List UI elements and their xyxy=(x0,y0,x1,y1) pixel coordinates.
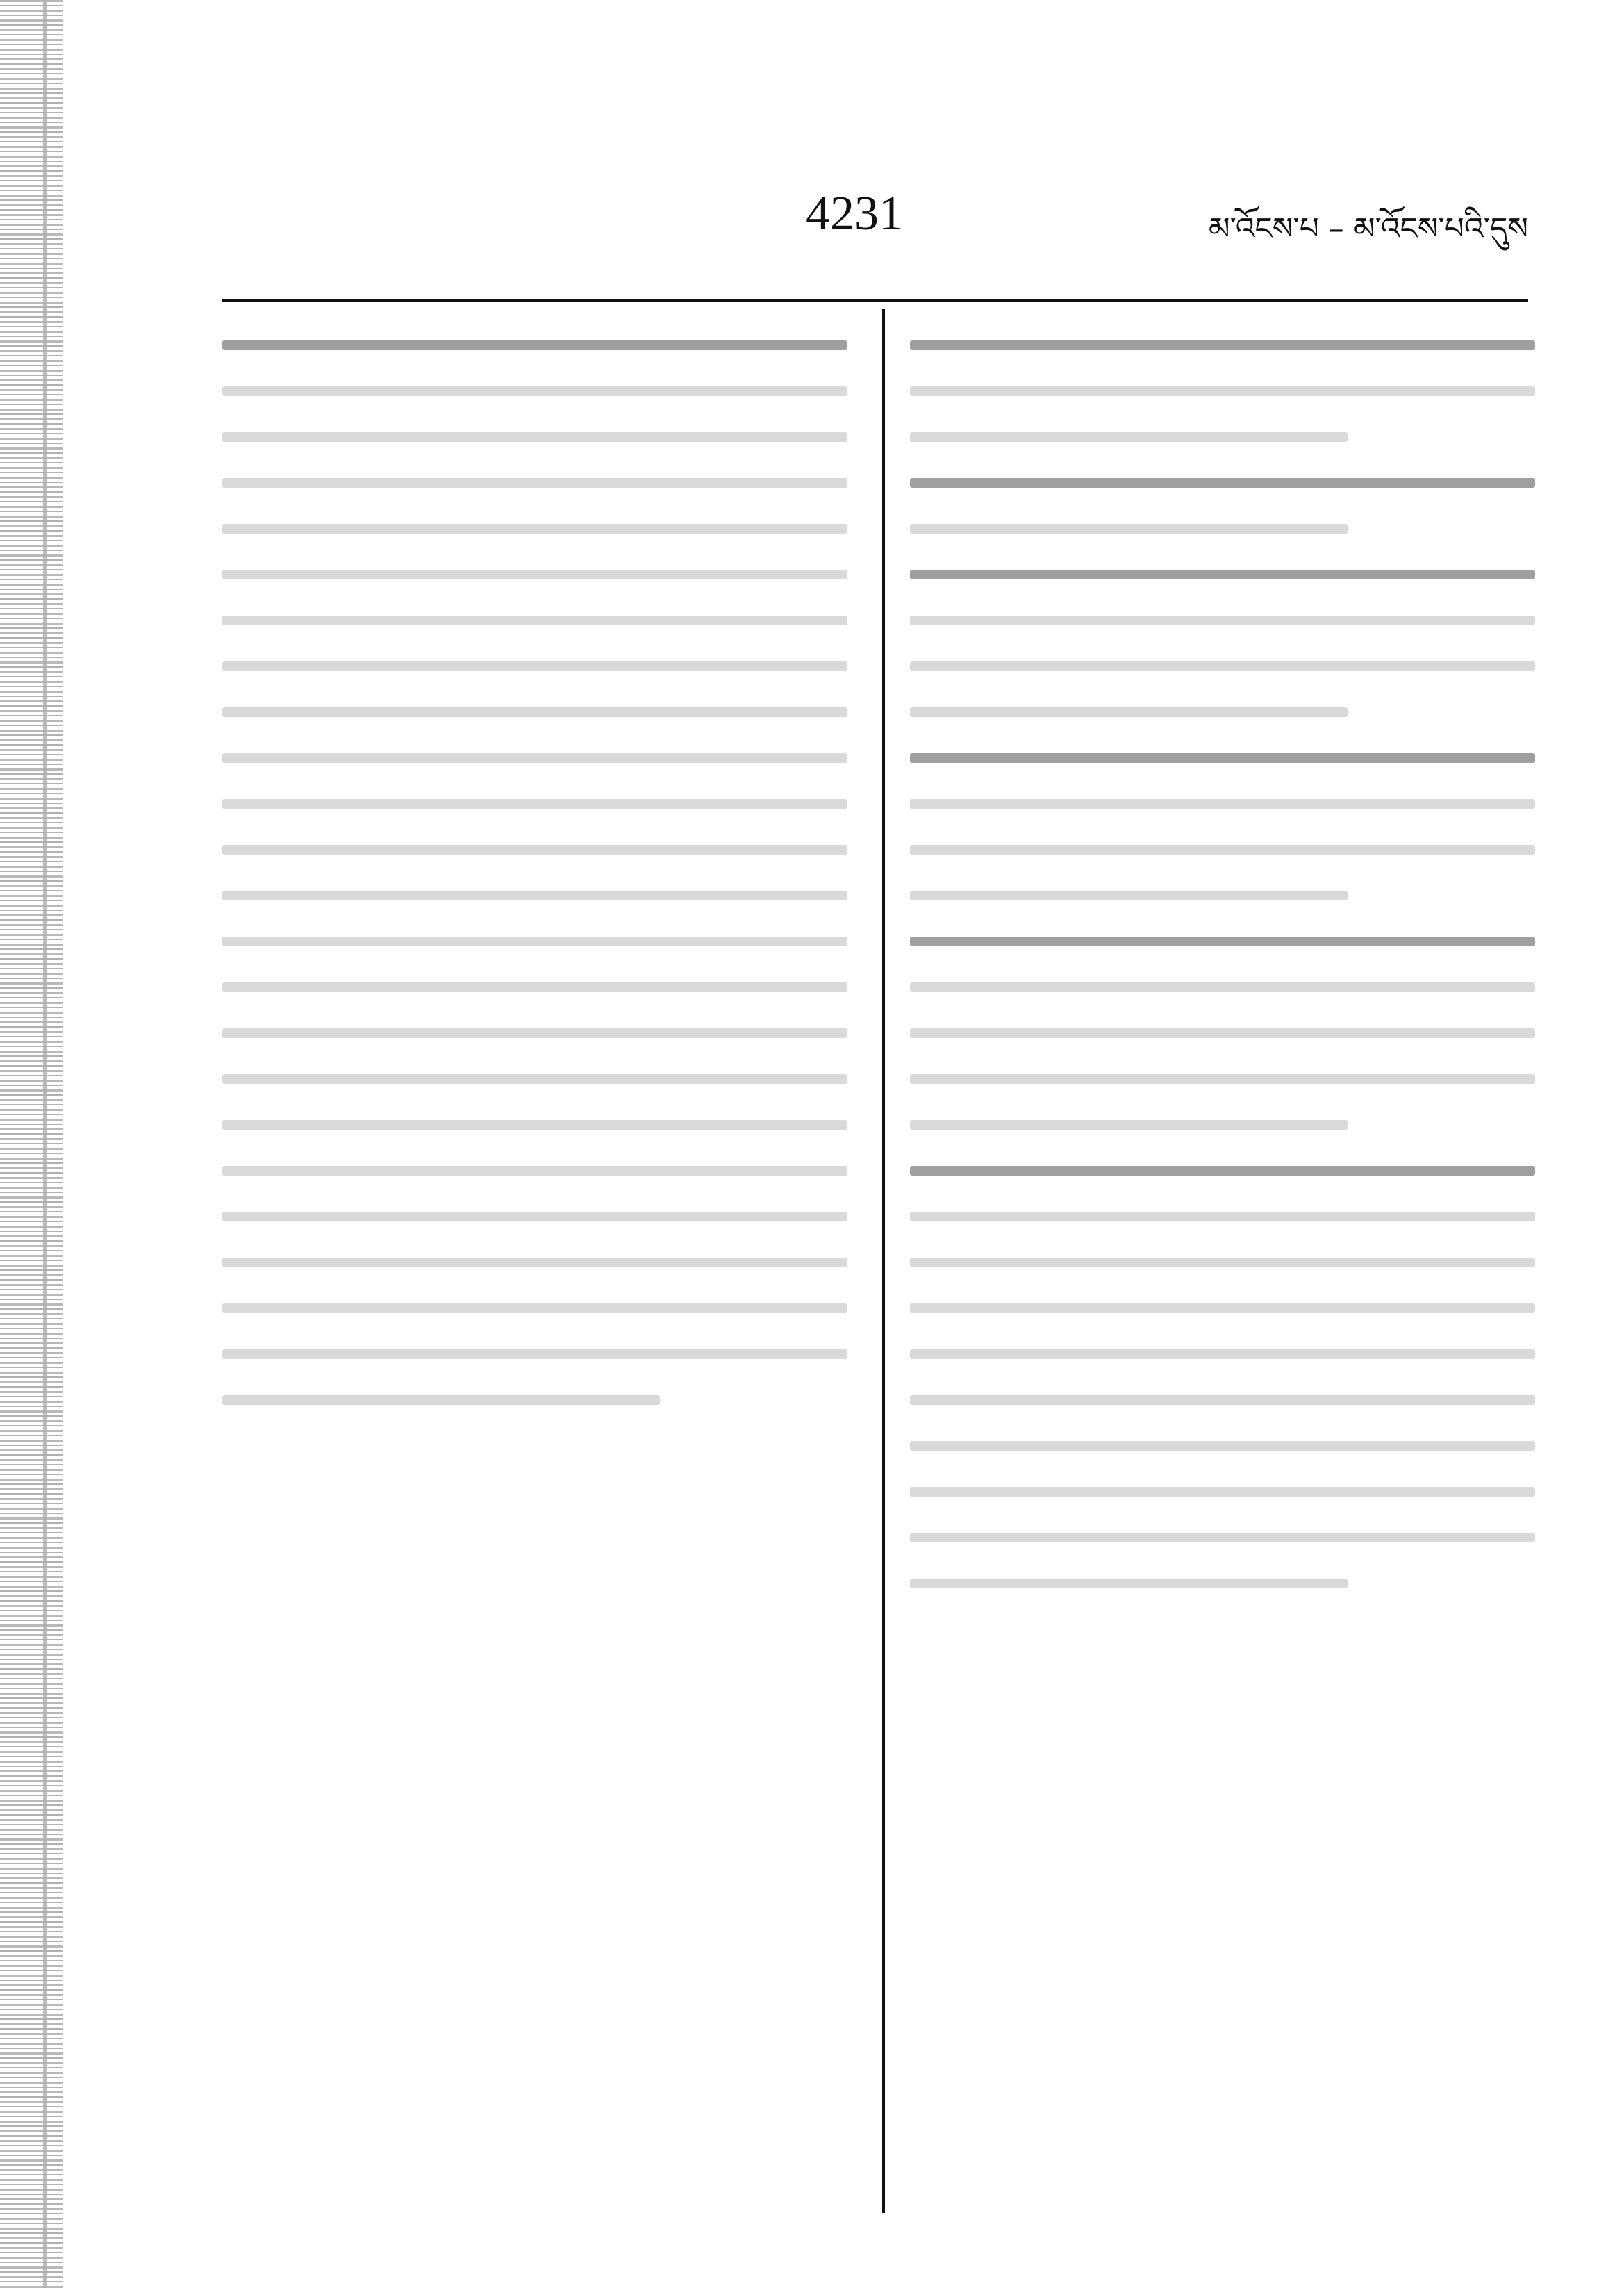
page-number: 4231 xyxy=(806,187,903,240)
entry-text-line xyxy=(910,707,1348,717)
entry-text-line xyxy=(222,1349,847,1359)
entry-text-line xyxy=(222,616,847,625)
entry-text-line xyxy=(222,661,847,671)
entry-text-line xyxy=(910,616,1535,625)
entry-text-line xyxy=(910,1579,1348,1588)
entry-text-line xyxy=(910,982,1535,992)
entry-headword-line xyxy=(910,570,1535,579)
entry-text-line xyxy=(222,891,847,900)
entry-headword-line xyxy=(910,937,1535,946)
entry-text-line xyxy=(222,799,847,809)
entry-text-line xyxy=(222,386,847,396)
entry-text-line xyxy=(222,1028,847,1038)
dictionary-entry xyxy=(910,1166,1535,1588)
right-column xyxy=(910,340,1535,2161)
entry-text-line xyxy=(910,845,1535,855)
entry-text-line xyxy=(910,1395,1535,1405)
entry-text-line xyxy=(910,386,1535,396)
entry-headword-line xyxy=(910,753,1535,763)
dictionary-entry xyxy=(910,340,1535,442)
entry-text-line xyxy=(910,1258,1535,1267)
entry-text-line xyxy=(910,1533,1535,1542)
column-divider xyxy=(882,309,885,2213)
dictionary-entry xyxy=(222,340,847,1405)
entry-text-line xyxy=(222,1212,847,1221)
entry-text-line xyxy=(910,1441,1535,1451)
entry-text-line xyxy=(910,1120,1348,1130)
entry-text-line xyxy=(910,432,1348,442)
header-rule xyxy=(222,299,1528,302)
entry-text-line xyxy=(910,524,1348,534)
entry-headword-line xyxy=(910,340,1535,350)
entry-text-line xyxy=(222,478,847,488)
entry-text-line xyxy=(222,1395,660,1405)
dictionary-entry xyxy=(910,478,1535,534)
entry-headword-line xyxy=(910,478,1535,488)
left-column xyxy=(222,340,847,2161)
entry-text-line xyxy=(910,1349,1535,1359)
entry-text-line xyxy=(910,1487,1535,1497)
dictionary-entry xyxy=(910,753,1535,900)
entry-text-line xyxy=(222,937,847,946)
running-head: མ་འོངས་པ – མ་འོངས་པའི་དུས xyxy=(1208,211,1528,247)
dictionary-entry xyxy=(910,570,1535,717)
entry-text-line xyxy=(910,1303,1535,1313)
scan-binding-edge xyxy=(0,0,63,2288)
dictionary-entry xyxy=(910,937,1535,1130)
entry-headword-line xyxy=(910,1166,1535,1176)
entry-text-line xyxy=(910,661,1535,671)
entry-text-line xyxy=(222,1303,847,1313)
entry-text-line xyxy=(222,753,847,763)
entry-text-line xyxy=(910,799,1535,809)
entry-text-line xyxy=(222,432,847,442)
entry-text-line xyxy=(910,1074,1535,1084)
entry-text-line xyxy=(222,1120,847,1130)
entry-text-line xyxy=(222,982,847,992)
entry-text-line xyxy=(222,1258,847,1267)
entry-text-line xyxy=(910,1212,1535,1221)
entry-text-line xyxy=(910,1028,1535,1038)
entry-text-line xyxy=(222,845,847,855)
entry-text-line xyxy=(222,1166,847,1176)
entry-text-line xyxy=(222,1074,847,1084)
entry-headword-line xyxy=(222,340,847,350)
entry-text-line xyxy=(910,891,1348,900)
entry-text-line xyxy=(222,570,847,579)
entry-text-line xyxy=(222,524,847,534)
entry-text-line xyxy=(222,707,847,717)
